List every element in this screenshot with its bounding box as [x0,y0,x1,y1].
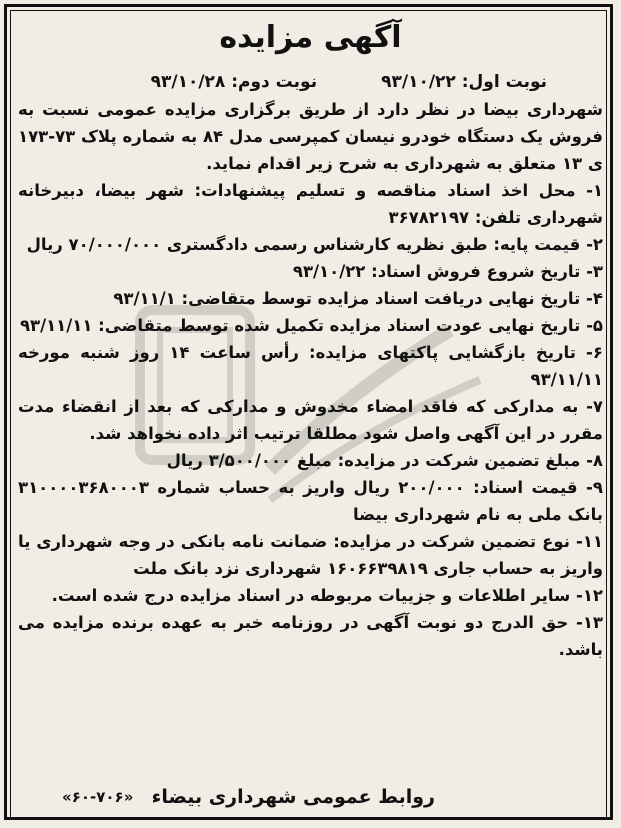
notice-title: آگهی مزایده [219,20,402,55]
notice-item-2: ۲- قیمت پایه: طبق نظریه کارشناس رسمی دادگستری ۷۰/۰۰۰/۰۰۰ ریال [26,235,603,254]
notice-item-4: ۴- تاریخ نهایی دریافت اسناد مزایده توسط متقاضی: ۹۳/۱۱/۱ [113,289,603,308]
notice-item-7: ۷- به مدارکی که فاقد امضاء مخدوش و مدارکی که بعد از انقضاء مدت مقرر در این آگهی واصل شود مطلقا ترتیب اثر داده نخواهد شد. [18,397,603,443]
notice-item-3: ۳- تاریخ شروع فروش اسناد: ۹۳/۱۰/۲۲ [292,262,603,281]
second-round-date: نوبت دوم: ۹۳/۱۰/۲۸ [150,72,318,92]
notice-code: «۶۰-۷۰۶» [62,788,134,806]
notice-item-13: ۱۳- حق الدرج دو نوبت آگهی در روزنامه خبر به عهده برنده مزایده می باشد. [18,613,603,659]
signature: روابط عمومی شهرداری بیضاء [151,786,435,808]
notice-intro: شهرداری بیضا در نظر دارد از طریق برگزاری مزایده عمومی نسبت به فروش یک دستگاه خودرو نیسان کمپرسی مدل ۸۴ به شماره پلاک ۷۳-۱۷۳ ی ۱۳ متعلق به شهرداری به شرح زیر اقدام نماید. [18,100,603,173]
notice-item-6: ۶- تاریخ بازگشایی پاکتهای مزایده: رأس ساعت ۱۴ روز شنبه مورخه ۹۳/۱۱/۱۱ [18,343,603,389]
notice-item-9: ۹- قیمت اسناد: ۲۰۰/۰۰۰ ریال واریز به حساب شماره ۳۱۰۰۰۰۳۶۸۰۰۰۳ بانک ملی به نام شهرداری بیضا [18,478,603,524]
notice-item-1: ۱- محل اخذ اسناد مناقصه و تسلیم پیشنهادات: شهر بیضا، دبیرخانه شهرداری تلفن: ۳۶۷۸۲۱۹۷ [18,181,603,227]
notice-body [18,14,603,663]
first-round-date: نوبت اول: ۹۳/۱۰/۲۲ [381,72,547,92]
notice-item-5: ۵- تاریخ نهایی عودت اسناد مزایده تکمیل شده توسط متقاضی: ۹۳/۱۱/۱۱ [19,316,603,335]
publication-rounds [18,68,603,96]
notice-footer [18,780,603,814]
notice-item-11: ۱۱- نوع تضمین شرکت در مزایده: ضمانت نامه بانکی در وجه شهرداری یا واریز به حساب جاری ۱۶۰۶۶۳۹۸۱۹ شهرداری نزد بانک ملت [18,532,603,578]
notice-item-12: ۱۲- سایر اطلاعات و جزییات مربوطه در اسناد مزایده درج شده است. [51,586,603,605]
notice-item-8: ۸- مبلغ تضمین شرکت در مزایده: مبلغ ۳/۵۰۰/۰۰۰ ریال [166,451,603,470]
